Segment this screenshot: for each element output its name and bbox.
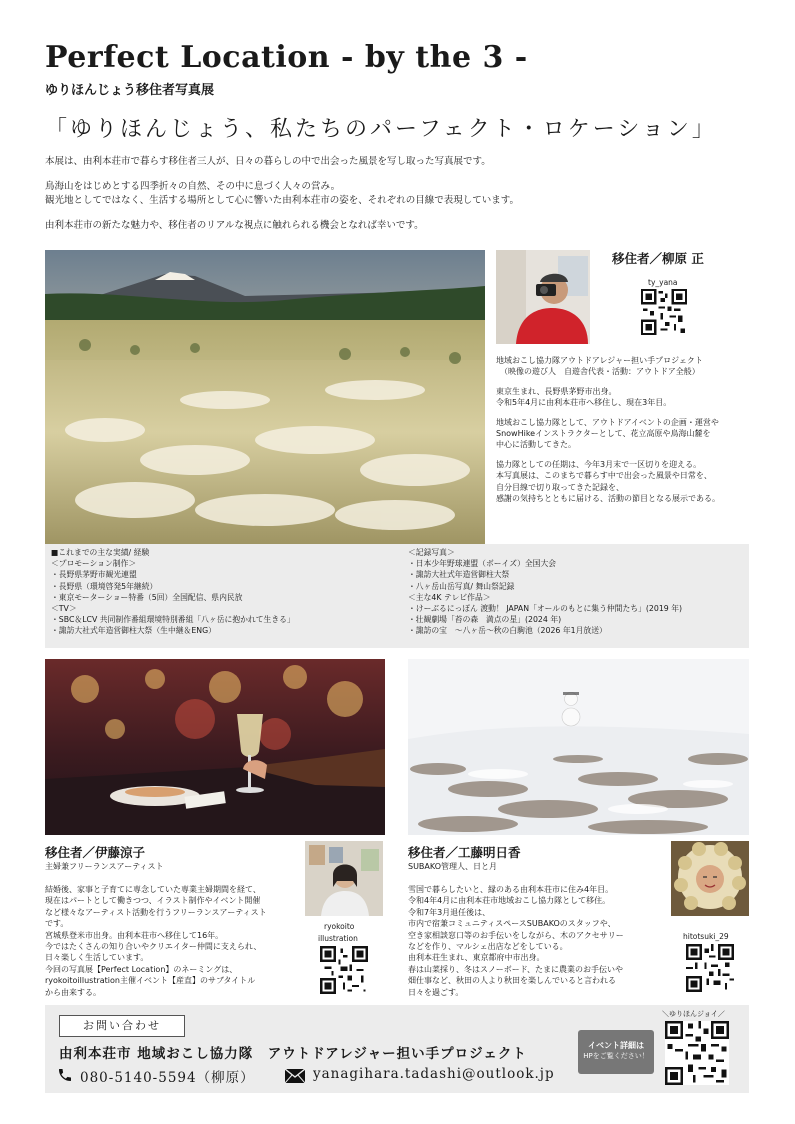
bio-line: 畑仕事など、秋田の人より秋田を楽しんでいると言われる: [408, 976, 616, 986]
resident-role: SUBAKO管理人、日と月: [408, 862, 497, 871]
bio-line: 中心に活動してきた。: [496, 440, 576, 450]
resident-role: 主婦兼フリーランスアーティスト: [45, 862, 164, 871]
bio-line: 現在はパートとして働きつつ、イラスト制作やイベント開催: [45, 896, 261, 906]
mail-icon: [285, 1068, 305, 1082]
bio-line: 日々楽しく生活しています。: [45, 953, 149, 963]
qr-code-ito[interactable]: [320, 946, 368, 994]
bio-line: 今ではたくさんの知り合いやクリエイター仲間に支えられ、: [45, 942, 262, 952]
works-item: ・諏訪大社式年造営御柱大祭（生中継＆ENG）: [51, 626, 216, 636]
bio-line: 令和5年4月に由利本荘市へ移住し、現在3年目。: [496, 398, 672, 408]
works-item: ・八ヶ岳山岳写真/ 舞山祭記録: [408, 581, 515, 591]
qr-code-yanagihara[interactable]: [641, 289, 687, 335]
qr-caption: ＼ゆりほんジョイ／: [662, 1010, 725, 1018]
works-item: ■これまでの主な実績/ 経験: [51, 548, 150, 557]
bio-line: 由利本荘生まれ、東京都府中市出身。: [408, 953, 545, 963]
bio-line: 東京生まれ、長野県茅野市出身。: [496, 386, 617, 396]
bio-line: 地域おこし協力隊として、アウトドアイベントの企画・運営や: [496, 417, 719, 427]
bio-line: SnowHikeインストラクターとして、花立高原や鳥海山麓を: [496, 429, 711, 439]
photo-snowman: [408, 659, 749, 835]
bio-line: から由来する。: [45, 987, 101, 997]
bio-line: 空き家相談窓口等のお手伝いをしながら、木のアクセサリー: [408, 930, 624, 940]
portrait-ito: [305, 841, 383, 916]
photo-wine-glass: [45, 659, 385, 835]
bio-line: 結婚後、家事と子育てに専念していた専業主婦期間を経て、: [45, 885, 261, 894]
works-item: ・けーぶるにっぽん 渡動！ JAPAN「オールのもとに集う仲間たち」(2019 年): [408, 604, 683, 614]
event-button-line: HPをご覧ください！: [583, 1052, 649, 1060]
headline: 「ゆりほんじょう、私たちのパーフェクト・ロケーション」: [45, 117, 717, 142]
bio-line: 令和7年3月退任後は、: [408, 907, 491, 917]
bio-line: などを作り、マルシェ出店などをしている。: [408, 942, 568, 952]
resident-name: 移住者／工藤明日香: [408, 845, 521, 860]
works-item: ・日本少年野球連盟（ボーイズ）全国大会: [408, 559, 557, 569]
contact-label: お問い合わせ: [59, 1015, 185, 1037]
resident-handle: hitotsuki_29: [683, 932, 729, 941]
bio-line: 本写真展は、このまちで暮らす中で出会った風景や日常を、: [496, 471, 712, 481]
portrait-yanagihara: [496, 250, 590, 344]
works-item: ＜主な4K テレビ作品＞: [408, 592, 491, 602]
bio-line: 令和4年4月に由利本荘市地域おこし協力隊として移住。: [408, 896, 611, 906]
resident-name: 移住者／伊藤涼子: [45, 845, 146, 860]
bio-line: 日々を過ごす。: [408, 987, 464, 997]
contact-phone[interactable]: 080-5140-5594（柳原）: [80, 1070, 255, 1086]
contact-org: 由利本荘市 地域おこし協力隊 アウトドアレジャー担い手プロジェクト: [59, 1046, 527, 1062]
bio-line: 春は山菜採り、冬はスノーボード、たまに農業のお手伝いや: [408, 964, 624, 974]
event-button-line: イベント詳細は: [588, 1041, 644, 1050]
bio-line: など様々なアーティスト活動を行うフリーランスアーティスト: [45, 907, 267, 917]
resident-handle: ryokoito: [324, 922, 355, 931]
bio-line: 地域おこし協力隊アウトドアレジャー担い手プロジェクト: [496, 356, 703, 365]
bio-line: 感謝の気持ちとともに届ける、活動の節目となる展示である。: [496, 494, 720, 504]
bio-line: 協力隊としての任期は、今年3月末で一区切りを迎える。: [496, 459, 702, 469]
works-item: ＜記録写真＞: [408, 548, 455, 557]
resident-handle: ty_yana: [648, 278, 678, 287]
bio-line: 宮城県登米市出身。由利本荘市へ移住して16年。: [45, 930, 224, 940]
intro-line: 由利本荘市の新たな魅力や、移住者のリアルな視点に触れられる機会となれば幸いです。: [45, 220, 424, 231]
bio-line: 雪国で暮らしたいと、縁のある由利本荘市に住み4年目。: [408, 885, 614, 894]
works-item: ・東京モーターショー特番（5回）全国配信、県内民放: [51, 592, 243, 602]
page-subtitle: ゆりほんじょう移住者写真展: [45, 83, 215, 98]
portrait-kudo: [671, 841, 749, 916]
main-photo-grassland: [45, 250, 485, 544]
bio-line: 市内で宿兼コミュニティスペースSUBAKOのスタッフや、: [408, 919, 616, 929]
intro-line: 鳥海山をはじめとする四季折々の自然、その中に息づく人々の営み。: [45, 181, 341, 192]
bio-line: 自分目線で切り取ってきた記録を、: [496, 482, 624, 492]
works-item: ・長野県（環境啓発5年継続）: [51, 581, 158, 591]
qr-code-event[interactable]: [665, 1021, 729, 1085]
contact-email[interactable]: yanagihara.tadashi@outlook.jp: [313, 1066, 555, 1082]
phone-icon: [57, 1067, 73, 1083]
works-item: ・諏訪の宝 ～八ヶ岳～秋の白駒池（2026 年1月放送）: [408, 626, 607, 636]
bio-line: です。: [45, 919, 69, 929]
resident-name: 移住者／柳原 正: [612, 251, 704, 266]
page-title: Perfect Location - by the 3 -: [45, 40, 528, 75]
intro-line: 観光地としてではなく、生活する場所として心に響いた由利本荘市の姿を、それぞれの目線で表現しています。: [45, 195, 520, 206]
works-item: ・長野県茅野市観光連盟: [51, 570, 137, 580]
bio-line: （映像の遊び人 自遊舎代表・活動：アウトドア全般）: [500, 367, 700, 377]
works-item: ・諏訪大社式年造営御柱大祭: [408, 570, 510, 580]
intro-line: 本展は、由利本荘市で暮らす移住者三人が、日々の暮らしの中で出会った風景を写し取った写真展です。: [45, 156, 491, 167]
resident-handle: illustration: [318, 934, 358, 943]
works-item: ＜TV＞: [51, 604, 77, 614]
bio-line: ryokoitoillustration主催イベント【産直】のサブタイトル: [45, 976, 256, 986]
works-item: ・壮観劇場「苔の森 満点の星」(2024 年): [408, 615, 562, 625]
works-item: ＜プロモーション制作＞: [51, 559, 137, 569]
event-details-button[interactable]: [578, 1030, 654, 1074]
bio-line: 今回の写真展【Perfect Location】のネーミングは、: [45, 964, 238, 974]
qr-code-kudo[interactable]: [686, 944, 734, 992]
works-item: ・SBC＆LCV 共同制作番組環境特別番組「八ヶ岳に抱かれて生きる」: [51, 615, 295, 625]
